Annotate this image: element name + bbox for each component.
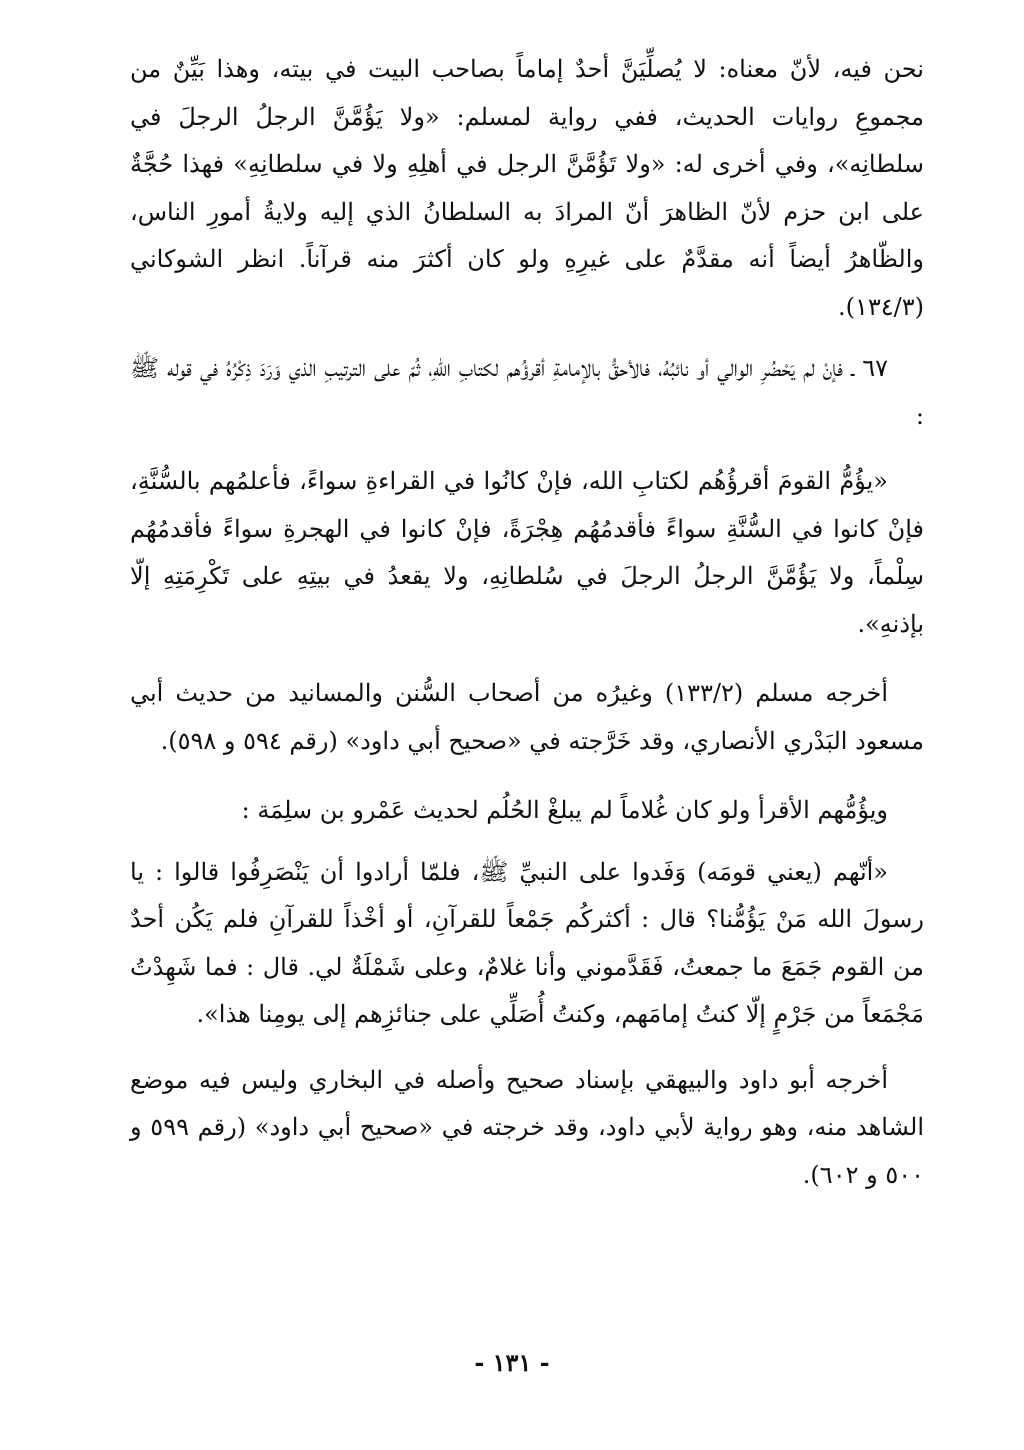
paragraph-amr-hadith: «أنّهم (يعني قومَه) وَفَدوا على النبيِّ ﷺ، فلمّا أرادوا أن يَنْصَرِفُوا قالوا : يا رسولَ الله مَنْ يَؤُمُّنا؟ قال : أكثركُم جَمْعاً للقرآنِ، أو أخْذاً للقرآنِ فلم يَكُن أحدٌ من القوم جَمَعَ ما جمعتُ، فَقَدَّموني وأنا غلامٌ، وعلى شَمْلَةٌ لي. قال : فما شَهِدْتُ مَجْمَعاً من جَرْمٍ إلّا كنتُ إمامَهم، وكنتُ أُصَلِّي على جنائزِهم إلى يومِنا هذا». xyxy=(130,857,924,1028)
paragraph-continuation-ibn-hazm: نحن فيه، لأنّ معناه: لا يُصلِّيَنَّ أحدٌ إماماً بصاحب البيت في بيته، وهذا بَيِّنٌ من مجموعِ روايات الحديث، ففي رواية لمسلم: «ولا يَؤُمَّنَّ الرجلُ الرجلَ في سلطانِه»، وفي أخرى له: «ولا تَؤُمَّنَّ الرجل في أهلِهِ ولا في سلطانِهِ» فهذا حُجَّةٌ على ابن حزم لأنّ الظاهرَ أنّ المرادَ به السلطانُ الذي إليه ولايةُ أمورِ الناس، والظّاهرُ أيضاً أنه مقدَّمٌ على غيرِهِ ولو كان أكثرَ منه قرآناً. انظر الشوكاني (١٣٤/٣). xyxy=(130,55,925,321)
page-number: - ١٣١ - xyxy=(474,1348,550,1377)
paragraph-hadith-quote: «يؤُمُّ القومَ أقرؤُهُم لكتابِ الله، فإنْ كانُوا في القراءةِ سواءً، فأعلمُهم بالسُّنَّةِ، فإنْ كانوا في السُّنَّةِ سواءً فأقدمُهُم هِجْرَةً، فإنْ كانوا في الهجرةِ سواءً فأقدمُهُم سِلْماً، ولا يَؤُمَّنَّ الرجلُ الرجلَ في سُلطانِهِ، ولا يقعدُ في بيتِهِ على تَكْرِمَتِهِ إلّا بإذنهِ». xyxy=(130,467,925,638)
paragraph-ruling-67: ٦٧ ـ فإنْ لم يَحْضُرِ الوالي أو نائبُهُ، فالأحقُّ بالإمامةِ أقرؤُهم لكتابِ اللهِ، ثُمّ على الترتيبِ الذي وَرَدَ ذِكْرُهُ في قوله ﷺ : xyxy=(130,354,924,430)
document-page xyxy=(130,46,924,1199)
paragraph-young-imam: ويؤُمُّهم الأقرأ ولو كان غُلاماً لم يبلغْ الحُلُم لحديث عَمْرو بن سلِمَة : xyxy=(241,796,888,824)
paragraph-takhrij-muslim: أخرجه مسلم (١٣٣/٢) وغيرُه من أصحاب السُّنن والمسانيد من حديث أبي مسعود البَدْري الأنصاري، وقد خَرَّجته في «صحيح أبي داود» (رقم ٥٩٤ و ٥٩٨). xyxy=(130,679,924,755)
paragraph-takhrij-abu-dawud: أخرجه أبو داود والبيهقي بإسناد صحيح وأصله في البخاري وليس فيه موضع الشاهد منه، وهو رواية لأبي داود، وقد خرجته في «صحيح أبي داود» (رقم ٥٩٩ و ٥٠٠ و ٦٠٢). xyxy=(130,1065,925,1189)
